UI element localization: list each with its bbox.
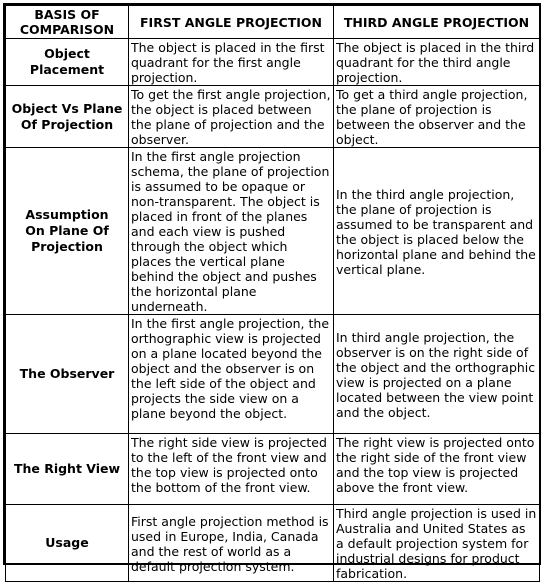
row-first-angle: To get the first angle projection, the object is placed between the plane of projection and the observer. (129, 86, 334, 148)
table-row (6, 148, 540, 315)
comparison-table-container (3, 3, 541, 581)
header-row (6, 6, 540, 39)
row-first-angle: The right side view is projected to the left of the front view and the top view is projected onto the bottom of the front view. (129, 434, 334, 505)
row-basis: Object Placement (6, 39, 129, 86)
table-row (6, 86, 540, 148)
row-basis: Assumption On Plane Of Projection (6, 148, 129, 315)
header-third-angle: THIRD ANGLE PROJECTION (334, 6, 540, 39)
header-first-angle: FIRST ANGLE PROJECTION (129, 6, 334, 39)
row-third-angle: To get a third angle projection, the plane of projection is between the observer and the object. (334, 86, 540, 148)
table-row (6, 39, 540, 86)
table-row (6, 505, 540, 582)
header-basis: BASIS OF COMPARISON (6, 6, 129, 39)
row-third-angle: The object is placed in the third quadrant for the third angle projection. (334, 39, 540, 86)
row-third-angle: In third angle projection, the observer is on the right side of the object and the orthographic view is projected on a plane located between the view point and the object. (334, 315, 540, 434)
comparison-table (5, 5, 540, 582)
row-basis: The Right View (6, 434, 129, 505)
row-third-angle: In the third angle projection, the plane of projection is assumed to be transparent and the object is placed below the horizontal plane and behind the vertical plane. (334, 148, 540, 315)
table-row (6, 315, 540, 434)
row-first-angle: The object is placed in the first quadrant for the first angle projection. (129, 39, 334, 86)
row-third-angle: The right view is projected onto the right side of the front view and the top view is projected above the front view. (334, 434, 540, 505)
row-basis: The Observer (6, 315, 129, 434)
row-basis: Object Vs Plane Of Projection (6, 86, 129, 148)
row-first-angle: First angle projection method is used in Europe, India, Canada and the rest of world as a default projection system. (129, 505, 334, 582)
row-first-angle: In the first angle projection schema, the plane of projection is assumed to be opaque or non-transparent. The object is placed in front of the planes and each view is pushed through the object which places the vertical plane behind the object and pushes the horizontal plane underneath. (129, 148, 334, 315)
row-first-angle: In the first angle projection, the orthographic view is projected on a plane located beyond the object and the observer is on the left side of the object and projects the side view on a plane beyond the object. (129, 315, 334, 434)
table-row (6, 434, 540, 505)
row-third-angle: Third angle projection is used in Australia and United States as a default projection system for industrial designs for product fabrication. (334, 505, 540, 582)
row-basis: Usage (6, 505, 129, 582)
